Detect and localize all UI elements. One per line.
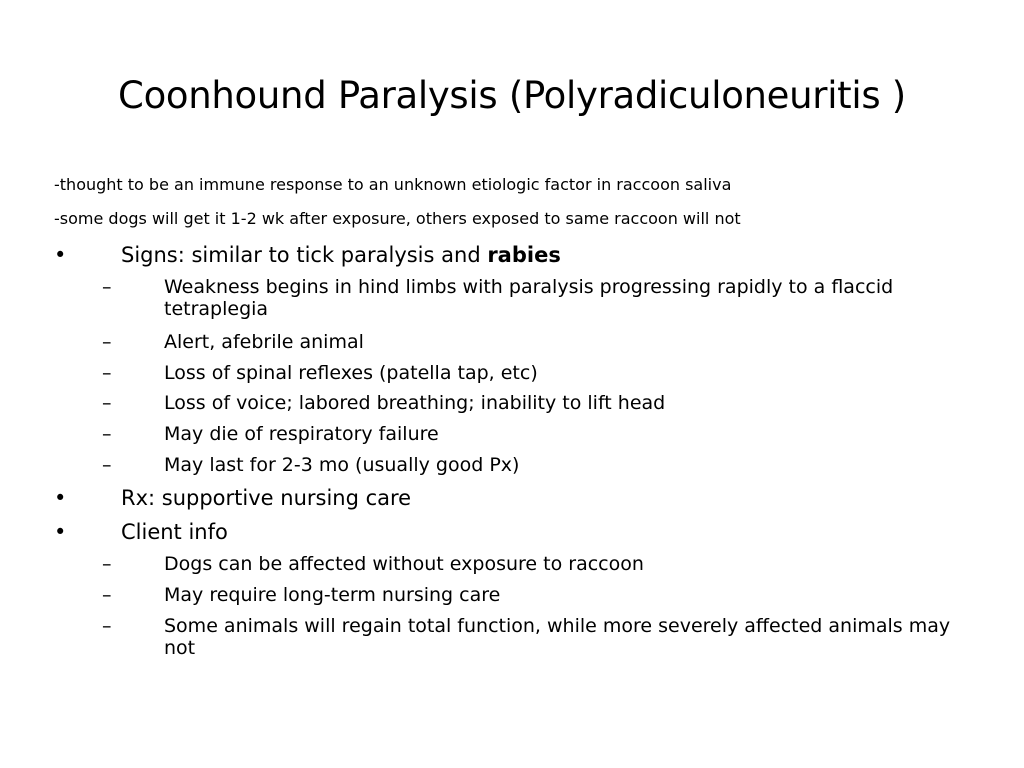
bullet-marker: • (54, 520, 67, 544)
bullet-text-bold: rabies (487, 243, 561, 267)
bullet-text: Rx: supportive nursing care (121, 486, 412, 510)
bullet-marker: • (54, 486, 67, 510)
sub-item-text: May die of respiratory failure (164, 423, 439, 445)
sub-marker: – (102, 553, 112, 575)
intro-line-2: -some dogs will get it 1-2 wk after exposure, others exposed to same raccoon will not (54, 209, 741, 228)
sub-item-text: Some animals will regain total function, while more severely affected animals may not (164, 615, 951, 659)
intro-line-1: -thought to be an immune response to an unknown etiologic factor in raccoon saliva (54, 175, 732, 194)
sub-marker: – (102, 615, 112, 637)
sub-item-text: Weakness begins in hind limbs with paralysis progressing rapidly to a flaccid tetraplegia (164, 276, 894, 320)
bullet-text-plain: Signs: similar to tick paralysis and (121, 243, 488, 267)
sub-marker: – (102, 454, 112, 476)
sub-marker: – (102, 392, 112, 414)
bullet-text (121, 242, 561, 268)
sub-item-text: May last for 2-3 mo (usually good Px) (164, 454, 520, 476)
sub-item-text: Loss of voice; labored breathing; inability to lift head (164, 392, 666, 414)
bullet-text: Client info (121, 520, 228, 544)
bullet-marker: • (54, 243, 67, 267)
sub-item-text: Loss of spinal reflexes (patella tap, etc) (164, 362, 538, 384)
slide-title: Coonhound Paralysis (Polyradiculoneuritis ) (118, 74, 906, 117)
sub-marker: – (102, 362, 112, 384)
sub-item-text: May require long-term nursing care (164, 584, 501, 606)
sub-marker: – (102, 423, 112, 445)
sub-item-text: Dogs can be affected without exposure to raccoon (164, 553, 644, 575)
sub-marker: – (102, 584, 112, 606)
sub-marker: – (102, 276, 112, 298)
sub-item-text: Alert, afebrile animal (164, 331, 364, 353)
sub-marker: – (102, 331, 112, 353)
